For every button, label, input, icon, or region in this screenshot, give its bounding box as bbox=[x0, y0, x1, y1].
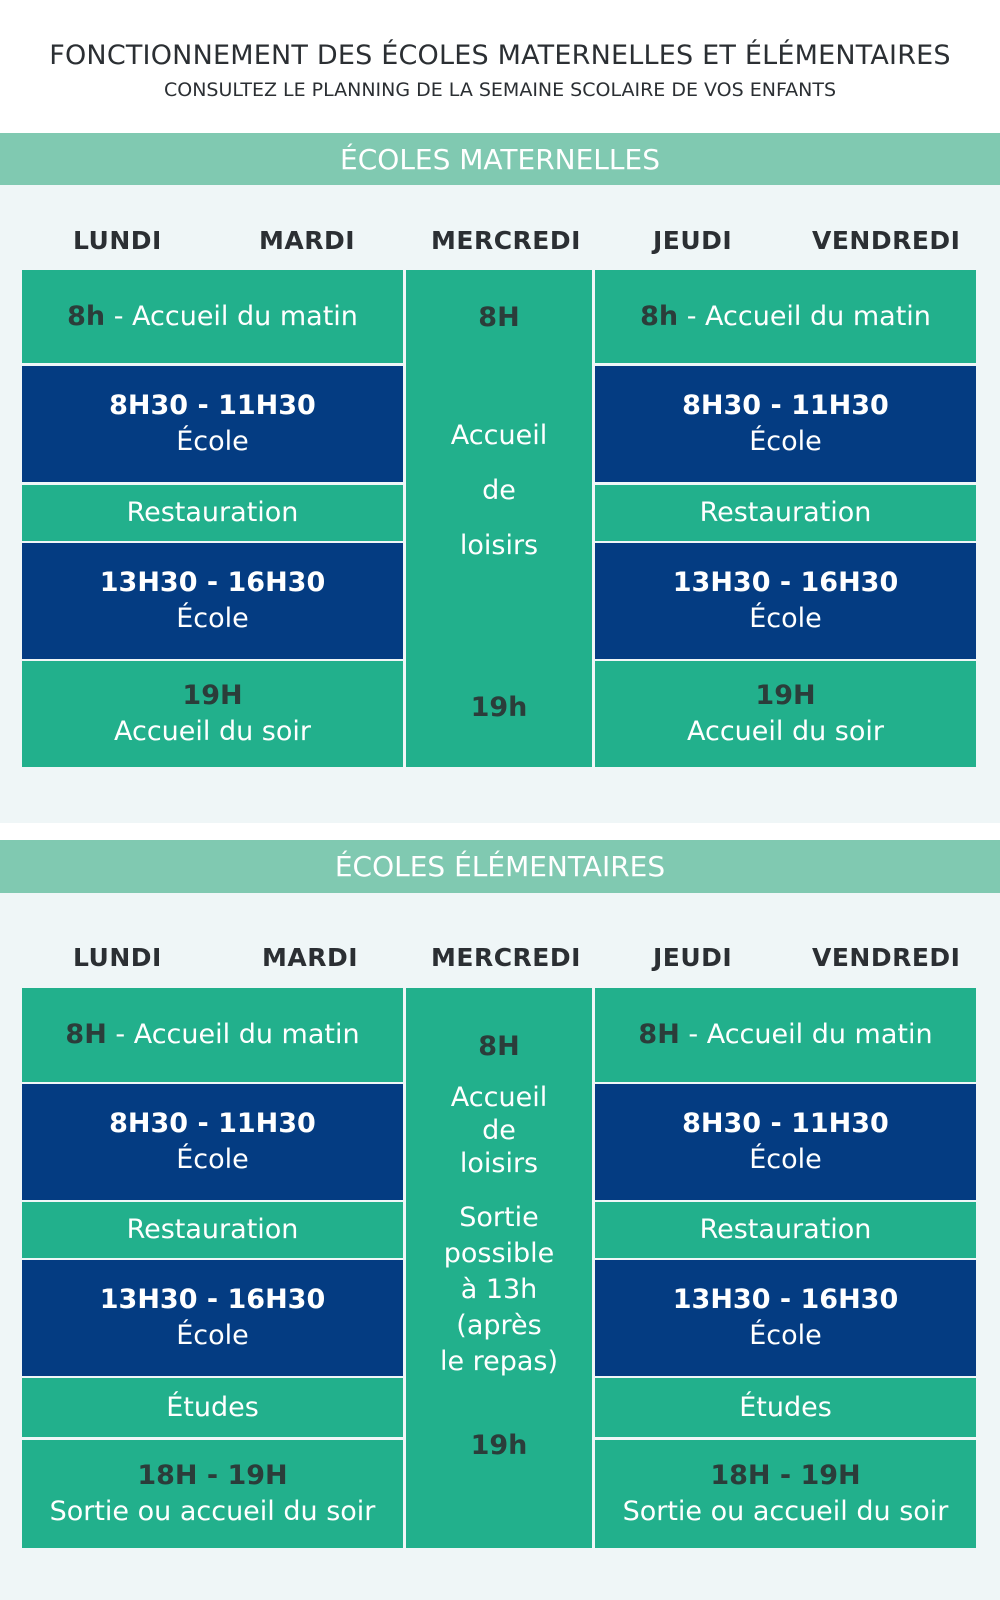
study-label: Études bbox=[166, 1391, 259, 1423]
maternelles-right-morning bbox=[595, 270, 976, 363]
wed-label-1: Accueil bbox=[450, 420, 548, 451]
maternelles-section-title: ÉCOLES MATERNELLES bbox=[0, 133, 1000, 185]
lunch-label: Restauration bbox=[699, 1214, 872, 1245]
evening-time: 18H - 19H bbox=[710, 1460, 861, 1491]
morning-label: - Accueil du matin bbox=[678, 300, 931, 332]
elementaires-day-headers bbox=[0, 943, 1000, 983]
maternelles-left-lunch bbox=[22, 485, 403, 541]
day-mercredi: MERCREDI bbox=[431, 226, 581, 255]
morning-time: 8H bbox=[638, 1019, 680, 1050]
wed-label-2: de bbox=[482, 1115, 516, 1146]
elementaires-left-school-pm bbox=[22, 1260, 403, 1376]
school-am-time: 8H30 - 11H30 bbox=[109, 1108, 316, 1139]
elementaires-right-evening bbox=[595, 1440, 976, 1548]
wed-out-2: possible bbox=[443, 1238, 555, 1269]
elementaires-left-lunch bbox=[22, 1202, 403, 1258]
elementaires-left-morning bbox=[22, 988, 403, 1082]
evening-time: 19H bbox=[755, 680, 816, 711]
school-am-time: 8H30 - 11H30 bbox=[682, 1108, 889, 1139]
elementaires-left-study bbox=[22, 1378, 403, 1437]
elementaires-left-school-am bbox=[22, 1084, 403, 1200]
evening-label: Sortie ou accueil du soir bbox=[49, 1496, 376, 1527]
day-mardi: MARDI bbox=[259, 226, 356, 255]
day-mercredi: MERCREDI bbox=[431, 943, 581, 972]
wed-label-2: de bbox=[482, 475, 516, 506]
morning-label: - Accueil du matin bbox=[106, 1019, 360, 1050]
lunch-label: Restauration bbox=[126, 497, 299, 528]
school-am-label: École bbox=[176, 426, 249, 457]
study-label: Études bbox=[739, 1391, 832, 1423]
wed-end-time: 19h bbox=[470, 1430, 528, 1461]
school-am-label: École bbox=[749, 426, 822, 457]
elementaires-right-morning bbox=[595, 988, 976, 1082]
wed-end-time: 19h bbox=[470, 692, 528, 723]
morning-time: 8h bbox=[640, 300, 679, 332]
maternelles-right-school-am bbox=[595, 366, 976, 482]
wed-start-time: 8H bbox=[478, 302, 520, 333]
day-jeudi: JEUDI bbox=[653, 226, 733, 255]
school-am-label: École bbox=[749, 1144, 822, 1175]
school-pm-label: École bbox=[749, 1320, 822, 1351]
elementaires-right-school-am bbox=[595, 1084, 976, 1200]
school-pm-time: 13H30 - 16H30 bbox=[99, 567, 326, 598]
evening-time: 18H - 19H bbox=[137, 1460, 288, 1491]
school-pm-label: École bbox=[749, 603, 822, 634]
school-pm-time: 13H30 - 16H30 bbox=[99, 1284, 326, 1315]
evening-label: Sortie ou accueil du soir bbox=[622, 1496, 949, 1527]
elementaires-right-study bbox=[595, 1378, 976, 1437]
morning-label: - Accueil du matin bbox=[105, 300, 358, 332]
wed-out-1: Sortie bbox=[459, 1202, 539, 1233]
school-pm-label: École bbox=[176, 1320, 249, 1351]
day-mardi: MARDI bbox=[262, 943, 359, 972]
school-am-time: 8H30 - 11H30 bbox=[109, 390, 316, 421]
wed-label-1: Accueil bbox=[450, 1082, 548, 1113]
maternelles-left-school-pm bbox=[22, 543, 403, 659]
page-subtitle: CONSULTEZ LE PLANNING DE LA SEMAINE SCOLAIRE DE VOS ENFANTS bbox=[163, 79, 837, 101]
wed-label-3: loisirs bbox=[459, 530, 539, 561]
day-lundi: LUNDI bbox=[73, 226, 162, 255]
day-lundi: LUNDI bbox=[73, 943, 162, 972]
maternelles-right-lunch bbox=[595, 485, 976, 541]
elementaires-section-title: ÉCOLES ÉLÉMENTAIRES bbox=[0, 840, 1000, 893]
wed-out-4: (après bbox=[456, 1310, 542, 1341]
evening-time: 19H bbox=[182, 680, 243, 711]
lunch-label: Restauration bbox=[126, 1214, 299, 1245]
maternelles-left-school-am bbox=[22, 366, 403, 482]
evening-label: Accueil du soir bbox=[113, 716, 311, 747]
morning-time: 8h bbox=[67, 300, 106, 332]
evening-label: Accueil du soir bbox=[686, 716, 884, 747]
morning-time: 8H bbox=[65, 1019, 107, 1050]
elementaires-right-school-pm bbox=[595, 1260, 976, 1376]
school-pm-time: 13H30 - 16H30 bbox=[672, 1284, 899, 1315]
maternelles-wednesday bbox=[406, 270, 592, 767]
wed-out-3: à 13h bbox=[460, 1274, 538, 1305]
lunch-label: Restauration bbox=[699, 497, 872, 528]
maternelles-right-evening bbox=[595, 661, 976, 767]
day-jeudi: JEUDI bbox=[653, 943, 733, 972]
elementaires-wednesday bbox=[406, 988, 592, 1548]
elementaires-right-lunch bbox=[595, 1202, 976, 1258]
school-pm-label: École bbox=[176, 603, 249, 634]
day-vendredi: VENDREDI bbox=[812, 226, 961, 255]
school-am-time: 8H30 - 11H30 bbox=[682, 390, 889, 421]
maternelles-left-evening bbox=[22, 661, 403, 767]
morning-label: - Accueil du matin bbox=[679, 1019, 933, 1050]
page-title: FONCTIONNEMENT DES ÉCOLES MATERNELLES ET ÉLÉMENTAIRES bbox=[49, 40, 951, 71]
wed-label-3: loisirs bbox=[459, 1148, 539, 1179]
elementaires-left-evening bbox=[22, 1440, 403, 1548]
page-header bbox=[0, 0, 1000, 133]
wed-out-5: le repas) bbox=[439, 1346, 559, 1377]
maternelles-left-morning bbox=[22, 270, 403, 363]
school-pm-time: 13H30 - 16H30 bbox=[672, 567, 899, 598]
wed-start-time: 8H bbox=[478, 1031, 520, 1062]
maternelles-day-headers bbox=[0, 226, 1000, 266]
day-vendredi: VENDREDI bbox=[812, 943, 961, 972]
maternelles-right-school-pm bbox=[595, 543, 976, 659]
school-am-label: École bbox=[176, 1144, 249, 1175]
